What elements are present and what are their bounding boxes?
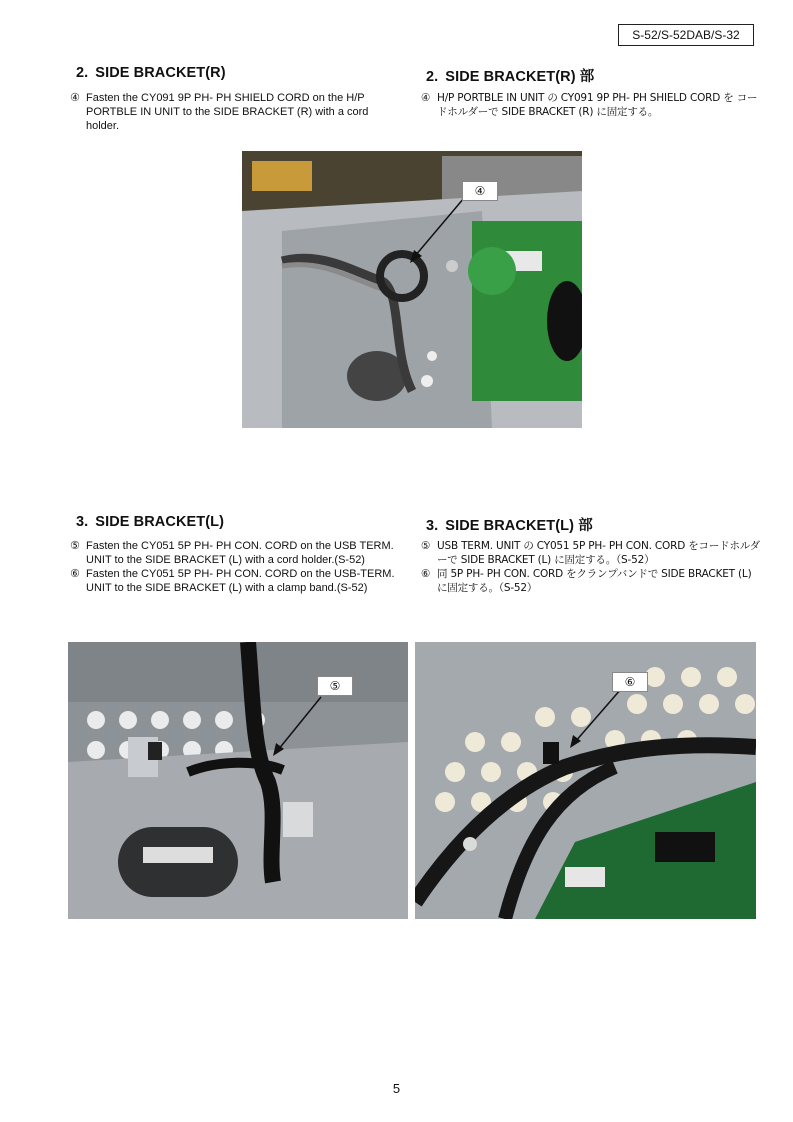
page-number: 5 xyxy=(392,1081,401,1096)
section2-steps-jp xyxy=(421,91,761,119)
section2-number-jp: 2. xyxy=(426,69,439,85)
step-mark: ⑥ xyxy=(421,568,431,580)
step-mark: ⑥ xyxy=(70,568,80,580)
section3-heading-en xyxy=(76,514,224,530)
step-item xyxy=(421,567,761,595)
side-bracket-l-cord-holder-photo xyxy=(68,642,408,919)
section3-heading-jp xyxy=(426,514,593,535)
photo-illustration xyxy=(68,642,408,919)
step-mark: ④ xyxy=(70,92,80,104)
photo-illustration xyxy=(242,151,582,428)
side-bracket-r-photo xyxy=(242,151,582,428)
section2-heading-jp xyxy=(426,65,594,86)
section2-steps-en xyxy=(70,91,400,133)
step-text: USB TERM. UNIT の CY051 5P PH- PH CON. CORD をコードホルダーで SIDE BRACKET (L) に固定する。（S-52） xyxy=(437,540,760,566)
step-mark: ④ xyxy=(421,92,431,104)
section3-number-jp: 3. xyxy=(426,518,439,534)
section3-title-en: SIDE BRACKET(L) xyxy=(95,514,225,530)
model-number-box: S-52/S-52DAB/S-32 xyxy=(618,24,754,46)
step-item xyxy=(421,539,761,567)
side-bracket-l-clamp-band-photo xyxy=(415,642,756,919)
step-text: Fasten the CY051 5P PH- PH CON. CORD on the USB-TERM. UNIT to the SIDE BRACKET (L) with a clamp band.(S-52) xyxy=(86,568,395,594)
callout-label: ⑥ xyxy=(612,672,648,692)
section3-steps-jp xyxy=(421,539,761,595)
step-text: Fasten the CY091 9P PH- PH SHIELD CORD on the H/P PORTBLE IN UNIT to the SIDE BRACKET (R) with a cord holder. xyxy=(86,92,369,132)
section2-title-jp: SIDE BRACKET(R) 部 xyxy=(445,69,595,85)
section3-title-jp: SIDE BRACKET(L) 部 xyxy=(445,518,593,534)
step-text: Fasten the CY051 5P PH- PH CON. CORD on the USB TERM. UNIT to the SIDE BRACKET (L) with a cord holder.(S-52) xyxy=(86,540,394,566)
section3-steps-en xyxy=(70,539,400,595)
step-mark: ⑤ xyxy=(70,540,80,552)
step-item xyxy=(421,91,761,119)
step-mark: ⑤ xyxy=(421,540,431,552)
step-item xyxy=(70,539,400,567)
section2-heading-en xyxy=(76,65,226,81)
section2-title-en: SIDE BRACKET(R) xyxy=(95,65,226,81)
photo-illustration xyxy=(415,642,756,919)
section3-number-en: 3. xyxy=(76,514,89,530)
step-text: H/P PORTBLE IN UNIT の CY091 9P PH- PH SHIELD CORD を コードホルダーで SIDE BRACKET (R) に固定する。 xyxy=(437,92,758,118)
step-item xyxy=(70,91,400,133)
step-text: 同 5P PH- PH CON. CORD をクランプバンドで SIDE BRACKET (L) に固定する。（S-52） xyxy=(437,568,752,594)
callout-label: ⑤ xyxy=(317,676,353,696)
section2-number-en: 2. xyxy=(76,65,89,81)
step-item xyxy=(70,567,400,595)
callout-label: ④ xyxy=(462,181,498,201)
